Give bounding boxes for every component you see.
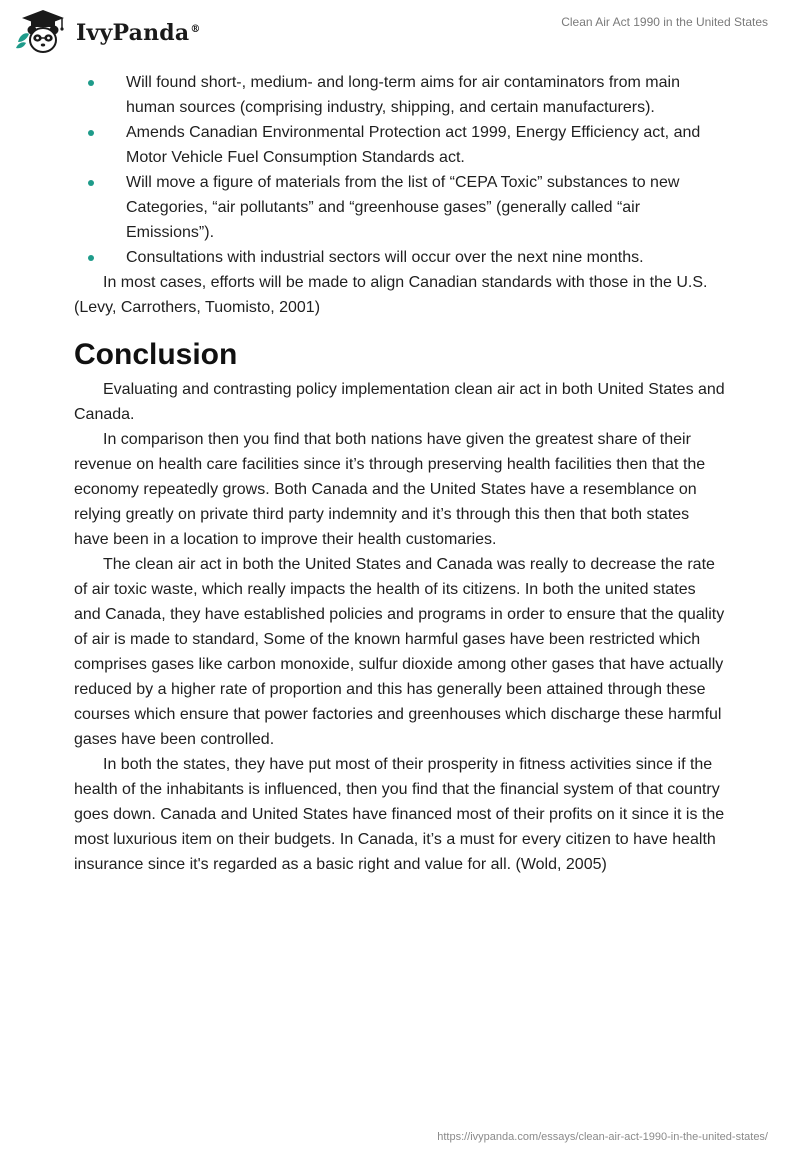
list-item <box>74 170 726 245</box>
conclusion-paragraph: Evaluating and contrasting policy implementation clean air act in both United States and Canada. <box>74 381 725 423</box>
intro-paragraph: In most cases, efforts will be made to align Canadian standards with those in the U.S. (Levy, Carrothers, Tuomisto, 2001) <box>74 274 708 316</box>
bullet-dot-icon <box>88 255 94 261</box>
document-title: Clean Air Act 1990 in the United States <box>561 15 768 29</box>
list-item <box>74 70 726 120</box>
list-item-text: Amends Canadian Environmental Protection act 1999, Energy Efficiency act, and Motor Vehicle Fuel Consumption Standards act. <box>126 124 701 166</box>
conclusion-paragraph: In both the states, they have put most of their prosperity in fitness activities since if the health of the inhabitants is influenced, then you find that the financial system of that country goes down. Canada and United States have financed most of their profits on it since it is the most luxurious item on their budgets. In Canada, it’s a must for every citizen to have health insurance since it's regarded as a basic right and value for all. (Wold, 2005) <box>74 756 725 873</box>
conclusion-paragraph: In comparison then you find that both nations have given the greatest share of their revenue on health care facilities since it’s through preserving health facilities then that the economy repeatedly grows. Both Canada and the United States have a resemblance on relying greatly on private third party indemnity and it’s through this then that both states have been in a location to improve their health customaries. <box>74 431 706 548</box>
bullet-list <box>74 70 726 270</box>
list-item <box>74 120 726 170</box>
bullet-dot-icon <box>88 80 94 86</box>
conclusion-heading: Conclusion <box>74 338 238 371</box>
list-item-text: Will found short-, medium- and long-term aims for air contaminators from main human sources (comprising industry, shipping, and certain manufacturers). <box>126 74 680 116</box>
registered-mark: ® <box>190 23 201 35</box>
list-item <box>74 245 726 270</box>
list-item-text: Will move a figure of materials from the list of “CEPA Toxic” substances to new Categories, “air pollutants” and “greenhouse gases” (generally called “air Emissions”). <box>126 174 680 241</box>
panda-graduate-logo-icon <box>14 8 72 56</box>
conclusion-paragraph: The clean air act in both the United States and Canada was really to decrease the rate of air toxic waste, which really impacts the health of its citizens. In both the united states and Canada, they have established policies and programs in order to ensure that the quality of air is made to standard, Some of the known harmful gases have been restricted which comprises gases like carbon monoxide, sulfur dioxide among other gases that have actually reduced by a higher rate of proportion and this has generally been attained through these courses which ensure that power factories and greenhouses which discharge these harmful gases have been controlled. <box>74 556 725 748</box>
essay-content <box>74 70 726 877</box>
brand-name: IvyPanda® <box>76 20 201 46</box>
source-url-link[interactable]: https://ivypanda.com/essays/clean-air-act-1990-in-the-united-states/ <box>437 1131 768 1143</box>
bullet-dot-icon <box>88 180 94 186</box>
page-header <box>0 0 800 62</box>
ivypanda-logo[interactable] <box>14 8 201 56</box>
list-item-text: Consultations with industrial sectors will occur over the next nine months. <box>126 249 644 266</box>
bullet-dot-icon <box>88 130 94 136</box>
